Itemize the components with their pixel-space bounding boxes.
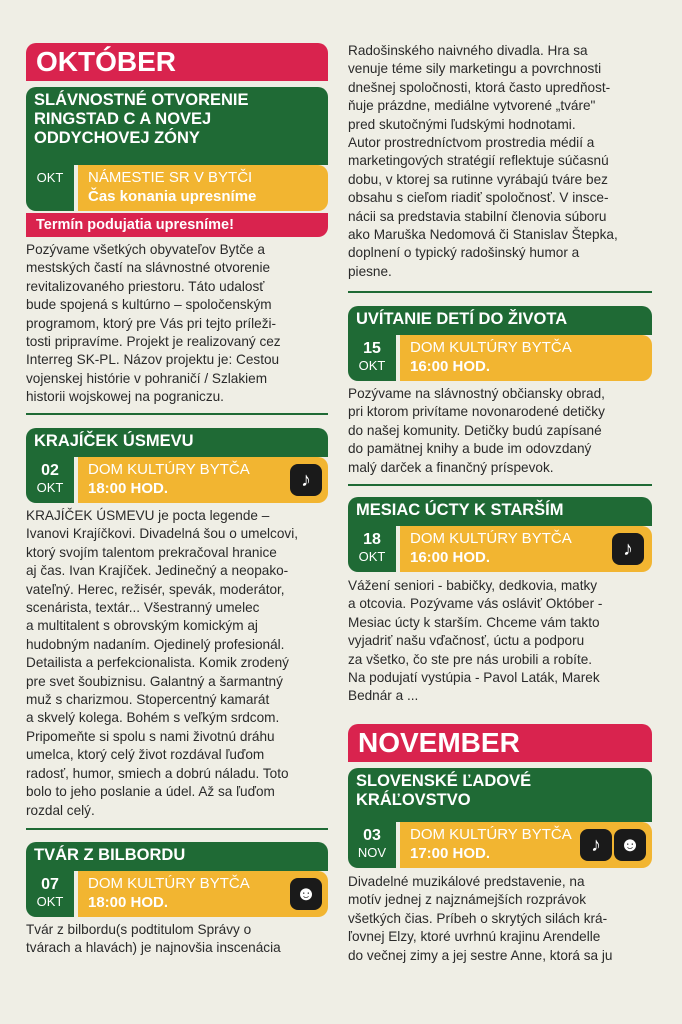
text-line: mestských častí na slávnostné otvorenie xyxy=(26,260,271,276)
text-line: Pripomeňte si spolu s nami životnú dráhu xyxy=(26,728,275,744)
event-date-bar-mesiac xyxy=(348,526,652,572)
text-line: aj čas. Ivan Krajíček. Jedinečný a neopako- xyxy=(26,563,289,579)
event-time: 18:00 HOD. xyxy=(88,894,169,911)
text-line: ňuje prázdne, mediálne vytvorené „tváre" xyxy=(348,98,596,114)
text-line: Divadelné muzikálové predstavenie, na xyxy=(348,874,585,889)
text-line: pred skutočnými ľudskými hodnotami. xyxy=(348,116,576,132)
event-month: OKT xyxy=(36,170,64,185)
event-date-bar-bilbord xyxy=(26,871,328,917)
text-line: Na podujatí vystúpia - Pavol Laták, Marek xyxy=(348,670,600,686)
title-line: SLOVENSKÉ ĽADOVÉ xyxy=(356,772,532,790)
event-title-ladove-kralovstvo xyxy=(348,768,652,822)
event-date-bar-ladove-kralovstvo xyxy=(348,822,652,868)
text-line: vateľný. Herec, režisér, spevák, moderátor, xyxy=(26,581,285,597)
title-line: RINGSTAD C A NOVEJ xyxy=(34,110,212,128)
text-line: doplnení o typický radošinský humor a xyxy=(348,245,580,261)
text-line: vyjadriť našu vďačnosť, úctu a podporu xyxy=(348,633,585,649)
date-box xyxy=(348,822,396,868)
event-venue: DOM KULTÚRY BYTČA xyxy=(410,826,572,843)
text-line: marketingových stratégií reflektuje súčasnú xyxy=(348,153,609,169)
event-venue: DOM KULTÚRY BYTČA xyxy=(410,339,572,356)
text-line: vojenskej histórie v pohraničí / Szlakiem xyxy=(26,370,268,386)
month-header-november: NOVEMBER xyxy=(348,724,652,762)
text-line: do večnej zimy a jej sestre Anne, ktorá sa ju xyxy=(348,947,613,963)
event-time: 17:00 HOD. xyxy=(410,845,491,862)
event-title-krajicek: KRAJÍČEK ÚSMEVU xyxy=(26,428,328,457)
music-note-icon: ♪ xyxy=(580,829,612,861)
divider xyxy=(26,828,328,830)
text-line: obsahu s cieľom riadiť spoločnosť. V insce- xyxy=(348,190,609,206)
date-box xyxy=(26,871,74,917)
month-header-october: OKTÓBER xyxy=(26,43,328,81)
text-line: do pamätnej knihy a bude im odovzdaný xyxy=(348,441,592,457)
event-venue: NÁMESTIE SR V BYTČI xyxy=(88,169,253,186)
event-venue: DOM KULTÚRY BYTČA xyxy=(88,875,250,892)
event-month: OKT xyxy=(36,894,64,909)
text-line: Bednár a ... xyxy=(348,688,419,704)
text-line: ľovnej Elzy, ktoré uvrhnú krajinu Arendelle xyxy=(348,929,601,945)
date-box xyxy=(26,457,74,503)
text-line: tosti pripravíme. Projekt je realizovaný cez xyxy=(26,334,281,350)
text-line: scenárista, textár... Všestranný umelec xyxy=(26,600,260,616)
text-line: Interreg SK-PL. Názov projektu je: Cestou xyxy=(26,352,280,368)
theater-masks-icon: ☻ xyxy=(614,829,646,861)
text-line: historii wojskowej na pograniczu. xyxy=(26,389,224,405)
event-title-uvitanie: UVÍTANIE DETÍ DO ŽIVOTA xyxy=(348,306,652,335)
text-line: piesne. xyxy=(348,263,392,279)
text-line: motív jednej z najznámejších rozprávok xyxy=(348,892,586,908)
text-line: rozdal celý. xyxy=(26,802,95,818)
event-date-bar-opening xyxy=(26,165,328,211)
event-month: OKT xyxy=(36,480,64,495)
event-day: 03 xyxy=(363,827,381,844)
text-line: KRAJÍČEK ÚSMEVU je pocta legende – xyxy=(26,508,270,523)
text-line: ako Maruška Nedomová či Stanislav Štepka, xyxy=(348,227,618,243)
event-month: NOV xyxy=(357,845,387,860)
text-line: dobu, v ktorej sa rutinne vyrábajú tváre bez xyxy=(348,171,608,187)
text-line: umelca, ktorý celý život rozdával ľuďom xyxy=(26,747,265,763)
event-title-opening xyxy=(26,87,328,165)
text-line: tvárach a hlavách) je najnovšia inscenácia xyxy=(26,940,281,956)
divider xyxy=(26,413,328,415)
event-title-bilbord: TVÁR Z BILBORDU xyxy=(26,842,328,871)
text-line: muž s charizmou. Stopercentný kamarát xyxy=(26,692,270,708)
text-line: ktorý svojím talentom prekračoval hranice xyxy=(26,544,277,560)
event-day: 02 xyxy=(41,462,59,479)
event-venue: DOM KULTÚRY BYTČA xyxy=(410,530,572,547)
text-line: malý darček a finančný príspevok. xyxy=(348,459,554,475)
title-line: ODDYCHOVEJ ZÓNY xyxy=(34,129,200,147)
event-venue: DOM KULTÚRY BYTČA xyxy=(88,461,250,478)
text-line: za všetko, čo ste pre nás urobili a robíte. xyxy=(348,651,593,667)
text-line: a skvelý kolega. Bohém s veľkým srdcom. xyxy=(26,710,280,726)
event-month: OKT xyxy=(358,549,386,564)
text-line: revitalizovaného priestoru. Táto udalosť xyxy=(26,278,265,294)
text-line: všetkých čias. Príbeh o skrytých silách krá- xyxy=(348,910,608,926)
text-line: nácii sa predstavia stabilní členovia súboru xyxy=(348,208,607,224)
text-line: do našej komunity. Detičky budú zapísané xyxy=(348,422,602,438)
event-day: 07 xyxy=(41,876,59,893)
text-line: Detailista a perfekcionalista. Komik zrodený xyxy=(26,655,289,671)
event-date-bar-krajicek xyxy=(26,457,328,503)
date-tbd-notice: Termín podujatia upresníme! xyxy=(26,213,328,237)
event-time: Čas konania upresníme xyxy=(88,188,257,205)
text-line: Vážení seniori - babičky, dedkovia, matky xyxy=(348,578,598,593)
text-line: Radošinského naivného divadla. Hra sa xyxy=(348,43,588,58)
text-line: pri ktorom privítame novonarodené detičky xyxy=(348,404,605,420)
event-date-bar-uvitanie xyxy=(348,335,652,381)
divider xyxy=(348,291,652,293)
event-time: 16:00 HOD. xyxy=(410,549,491,566)
text-line: a otcovia. Pozývame vás osláviť Október - xyxy=(348,596,603,612)
event-time: 18:00 HOD. xyxy=(88,480,169,497)
text-line: bolo to jeho poslanie a údel. Až sa ľuďom xyxy=(26,784,275,800)
event-time: 16:00 HOD. xyxy=(410,358,491,375)
event-day: 15 xyxy=(363,340,381,357)
event-description-bilbord-continued xyxy=(348,42,652,281)
event-month: OKT xyxy=(358,358,386,373)
text-line: Tvár z bilbordu(s podtitulom Správy o xyxy=(26,922,252,937)
date-box xyxy=(348,335,396,381)
venue-box xyxy=(400,335,652,381)
text-line: pre svet šoubiznisu. Galantný a šarmantný xyxy=(26,673,283,689)
theater-masks-icon: ☻ xyxy=(290,878,322,910)
text-line: Autor prostredníctvom prostredia médií a xyxy=(348,135,595,151)
divider xyxy=(348,484,652,486)
text-line: Pozývame na slávnostný občiansky obrad, xyxy=(348,386,605,401)
title-line: SLÁVNOSTNÉ OTVORENIE xyxy=(34,91,249,109)
text-line: bude spojená s kultúrno – spoločenským xyxy=(26,297,272,313)
text-line: venuje téme sily marketingu a povrchnosti xyxy=(348,61,602,77)
venue-box xyxy=(78,165,328,211)
date-box xyxy=(26,165,74,211)
text-line: dnešnej spoločnosti, ktorá často upredňost- xyxy=(348,79,611,95)
music-note-icon: ♪ xyxy=(290,464,322,496)
event-description-uvitanie xyxy=(348,385,652,477)
text-line: a multitalent s obrovským komickým aj xyxy=(26,618,258,634)
event-day: 18 xyxy=(363,531,381,548)
text-line: Ivanovi Krajíčkovi. Divadelná šou o umelcovi, xyxy=(26,526,299,542)
event-description-bilbord xyxy=(26,921,330,958)
text-line: programom, ktorý pre Vás pri tejto príleži- xyxy=(26,315,277,331)
event-title-mesiac: MESIAC ÚCTY K STARŠÍM xyxy=(348,497,652,526)
text-line: Mesiac úcty k starším. Chceme vám takto xyxy=(348,614,600,630)
title-line: KRÁĽOVSTVO xyxy=(356,791,471,809)
text-line: hudobným nadaním. Ojedinelý profesionál. xyxy=(26,636,285,652)
event-description-mesiac xyxy=(348,577,652,706)
event-description-opening xyxy=(26,241,330,407)
event-description-krajicek xyxy=(26,507,330,820)
text-line: radosť, humor, smiech a dobrú náladu. Toto xyxy=(26,765,289,781)
date-box xyxy=(348,526,396,572)
text-line: Pozývame všetkých obyvateľov Bytče a xyxy=(26,242,265,257)
event-description-ladove-kralovstvo xyxy=(348,873,652,965)
music-note-icon: ♪ xyxy=(612,533,644,565)
